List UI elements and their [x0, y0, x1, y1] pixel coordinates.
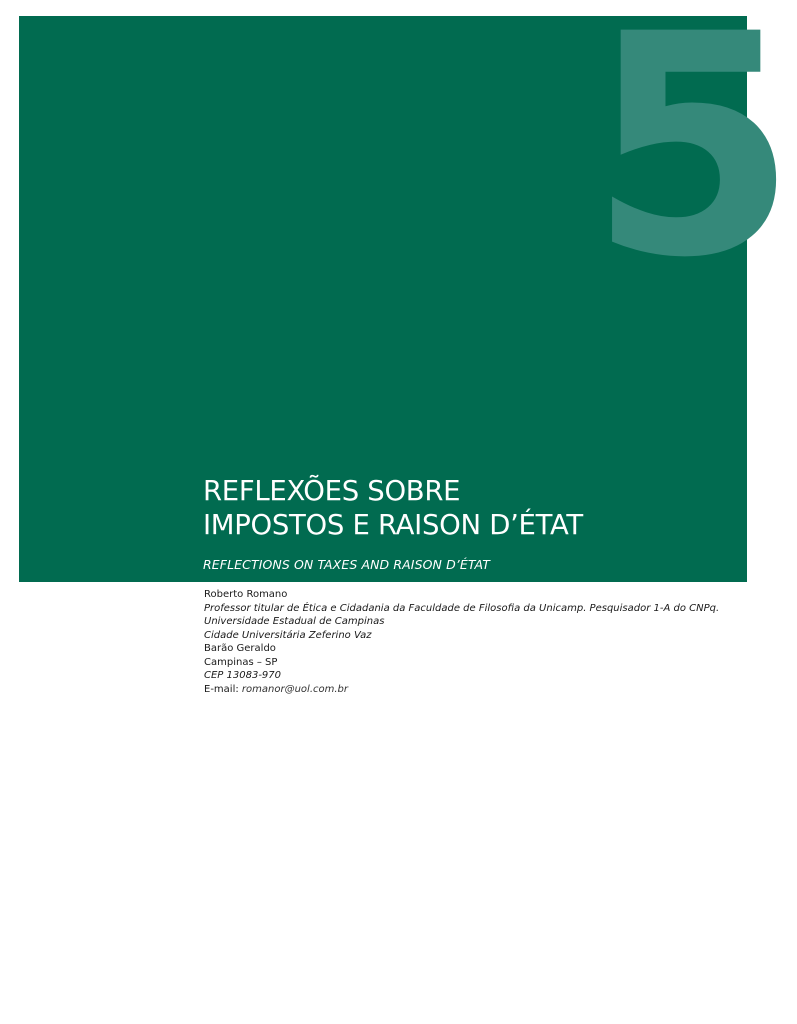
chapter-title	[203, 474, 733, 542]
author-email-line	[204, 683, 724, 697]
author-city: Campinas – SP	[204, 656, 278, 668]
author-address-line-1: Cidade Universitária Zeferino Vaz	[204, 629, 372, 641]
chapter-cover	[19, 0, 797, 582]
author-postal-code: CEP 13083-970	[204, 670, 282, 681]
author-info	[204, 588, 724, 696]
chapter-title-line-2: IMPOSTOS E RAISON D’ÉTAT	[203, 509, 583, 541]
author-email[interactable]: romanor@uol.com.br	[241, 683, 348, 695]
author-email-label: E-mail:	[204, 683, 239, 695]
chapter-number: 5	[589, 0, 797, 324]
chapter-title-line-1: REFLEXÕES SOBRE	[203, 475, 461, 507]
author-position: Professor titular de Ética e Cidadania da Faculdade de Filosofia da Unicamp. Pesquisador 1-A do CNPq.	[204, 602, 720, 614]
author-institution: Universidade Estadual de Campinas	[204, 616, 385, 627]
author-address-line-2: Barão Geraldo	[204, 643, 276, 654]
author-name: Roberto Romano	[204, 589, 288, 600]
chapter-subtitle: REFLECTIONS ON TAXES AND RAISON D’ÉTAT	[203, 557, 490, 572]
